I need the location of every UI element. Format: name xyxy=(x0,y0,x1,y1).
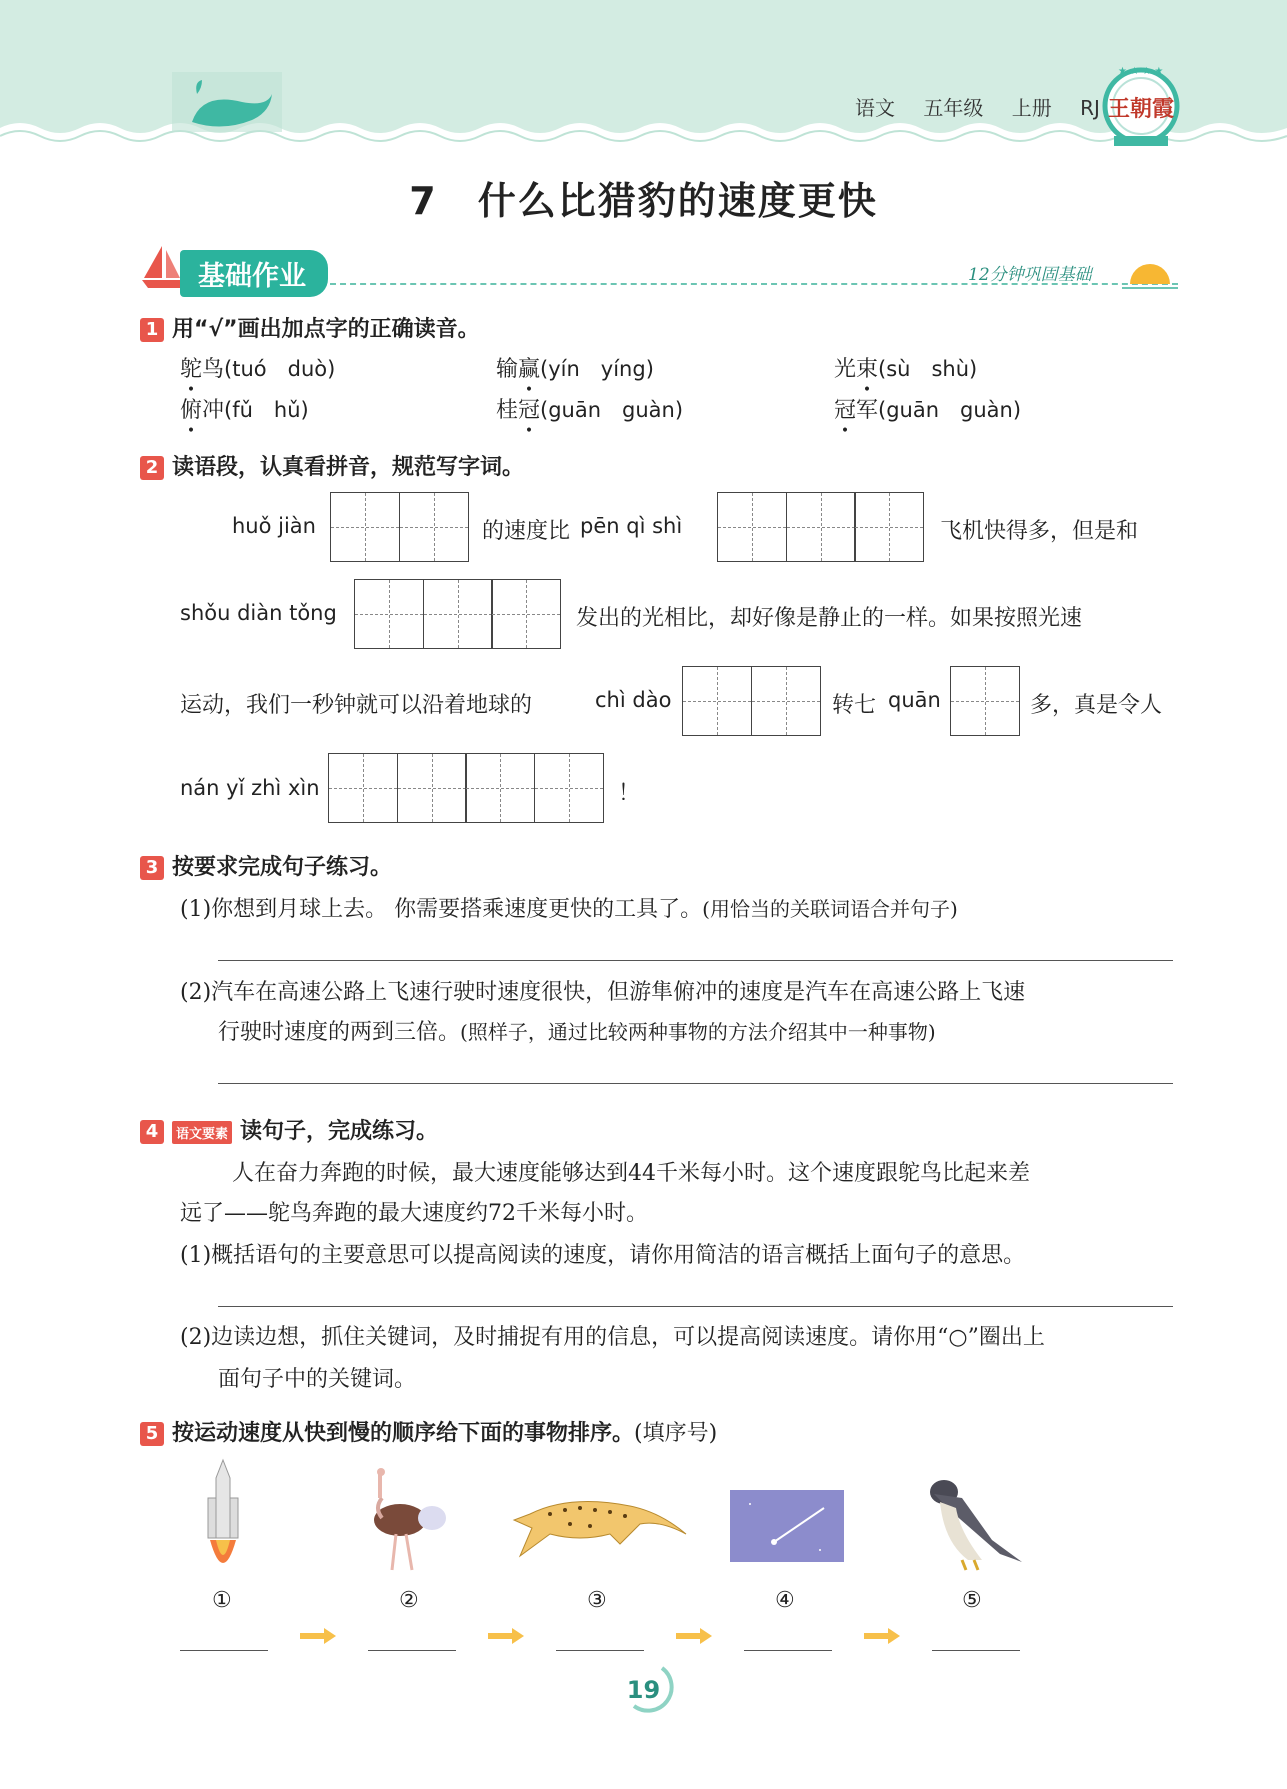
grid-cell[interactable] xyxy=(751,666,821,736)
q1-item-3: 光束(sù shù) xyxy=(834,357,978,382)
page-number: 19 xyxy=(626,1676,661,1704)
grid-nanyizhixin[interactable] xyxy=(328,753,602,823)
page-title: 7 什么比猎豹的速度更快 xyxy=(409,179,878,223)
seq-label-2: ② xyxy=(399,1588,419,1613)
q1-item-4: 俯冲(fǔ hǔ) xyxy=(180,398,309,423)
grid-cell[interactable] xyxy=(717,492,787,562)
grid-chidao[interactable] xyxy=(682,666,819,736)
pinyin-penqishi: pēn qì shì xyxy=(580,514,683,538)
grid-cell[interactable] xyxy=(330,492,400,562)
falcon-icon xyxy=(922,1472,1026,1572)
whale-icon xyxy=(172,72,282,132)
q1-item-5: 桂冠(guān guàn) xyxy=(496,398,684,423)
answer-blank[interactable] xyxy=(556,1650,644,1651)
subject: 语文 xyxy=(855,96,895,120)
arrow-right-icon xyxy=(862,1626,902,1646)
seq-label-1: ① xyxy=(212,1588,232,1613)
volume: 上册 xyxy=(1011,96,1052,120)
grade: 五年级 xyxy=(923,96,984,120)
text-segment: 的速度比 xyxy=(482,519,571,544)
text-segment: 运动，我们一秒钟就可以沿着地球的 xyxy=(180,693,533,718)
grid-cell[interactable] xyxy=(399,492,469,562)
q4-sub-2a: (2)边读边想，抓住关键词，及时捕捉有用的信息，可以提高阅读速度。请你用“○”圈出上 xyxy=(180,1325,1045,1350)
grid-cell[interactable] xyxy=(465,753,535,823)
sunrise-icon xyxy=(1122,258,1178,294)
q5-title: 5 按运动速度从快到慢的顺序给下面的事物排序。(填序号) xyxy=(140,1416,717,1447)
arrow-right-icon xyxy=(298,1626,338,1646)
answer-blank[interactable] xyxy=(932,1650,1020,1651)
q1-item-2: 输赢(yín yíng) xyxy=(496,357,654,382)
arrow-right-icon xyxy=(486,1626,526,1646)
grid-cell[interactable] xyxy=(397,753,467,823)
edition: RJ xyxy=(1080,96,1100,120)
cheetah-icon xyxy=(510,1484,690,1558)
q4-tag: 语文要素 xyxy=(172,1121,232,1144)
q3-sub-2b: 行驶时速度的两到三倍。(照样子，通过比较两种事物的方法介绍其中一种事物) xyxy=(218,1020,936,1045)
q2-number: 2 xyxy=(140,456,164,480)
q1-options-2[interactable]: (yín yíng) xyxy=(540,357,654,381)
text-segment: 转七 xyxy=(832,693,877,718)
answer-blank[interactable] xyxy=(368,1650,456,1651)
book-meta xyxy=(855,92,1122,121)
grid-cell[interactable] xyxy=(423,579,493,649)
q1-options-5[interactable]: (guān guàn) xyxy=(540,398,684,422)
pinyin-shoudiantong: shǒu diàn tǒng xyxy=(180,601,337,625)
text-segment: 发出的光相比，却好像是静止的一样。如果按照光速 xyxy=(576,606,1083,631)
text-segment: ！ xyxy=(618,781,641,806)
grid-cell[interactable] xyxy=(491,579,561,649)
grid-penqishi[interactable] xyxy=(717,492,923,562)
section-tag: 基础作业 xyxy=(180,250,328,297)
answer-blank[interactable] xyxy=(180,1650,268,1651)
grid-cell[interactable] xyxy=(328,753,398,823)
q1-number: 1 xyxy=(140,318,164,342)
answer-line[interactable] xyxy=(218,1083,1173,1084)
q4-sub-1: (1)概括语句的主要意思可以提高阅读的速度，请你用简洁的语言概括上面句子的意思。 xyxy=(180,1243,1026,1268)
grid-cell[interactable] xyxy=(786,492,856,562)
grid-huojian[interactable] xyxy=(330,492,467,562)
q1-options-3[interactable]: (sù shù) xyxy=(878,357,978,381)
pinyin-chidao: chì dào xyxy=(595,688,672,712)
badge-text: 王朝霞 xyxy=(1107,96,1174,122)
meteor-icon xyxy=(730,1490,844,1562)
grid-cell[interactable] xyxy=(354,579,424,649)
grid-cell[interactable] xyxy=(534,753,604,823)
grid-shoudiantong[interactable] xyxy=(354,579,560,649)
pinyin-quan: quān xyxy=(888,688,941,712)
seq-label-5: ⑤ xyxy=(962,1588,982,1613)
answer-blank[interactable] xyxy=(744,1650,832,1651)
seq-label-3: ③ xyxy=(587,1588,607,1613)
q4-passage-a: 人在奋力奔跑的时候，最大速度能够达到44千米每小时。这个速度跟鸵鸟比起来差 xyxy=(232,1161,1030,1186)
q1-options-4[interactable]: (fǔ hǔ) xyxy=(224,398,309,422)
q4-number: 4 xyxy=(140,1120,164,1144)
grid-cell[interactable] xyxy=(682,666,752,736)
text-segment: 多，真是令人 xyxy=(1030,693,1163,718)
q3-sub-2a: (2)汽车在高速公路上飞速行驶时速度很快，但游隼俯冲的速度是汽车在高速公路上飞速 xyxy=(180,980,1026,1005)
q2-title: 2 读语段，认真看拼音，规范写字词。 xyxy=(140,450,524,481)
q1-options-1[interactable]: (tuó duò) xyxy=(224,357,336,381)
seq-label-4: ④ xyxy=(775,1588,795,1613)
q4-passage-b: 远了——鸵鸟奔跑的最大速度约72千米每小时。 xyxy=(180,1201,648,1226)
q4-sub-2b: 面句子中的关键词。 xyxy=(218,1367,417,1392)
q1-options-6[interactable]: (guān guàn) xyxy=(878,398,1022,422)
q3-number: 3 xyxy=(140,856,164,880)
text-segment: 飞机快得多，但是和 xyxy=(940,519,1139,544)
q5-number: 5 xyxy=(140,1422,164,1446)
q1-title: 1 用“√”画出加点字的正确读音。 xyxy=(140,312,480,343)
q1-item-1: 鸵鸟(tuó duò) xyxy=(180,357,336,382)
section-note: 12分钟巩固基础 xyxy=(968,265,1092,285)
q3-sub-1: (1)你想到月球上去。 你需要搭乘速度更快的工具了。(用恰当的关联词语合并句子) xyxy=(180,897,958,922)
q3-title: 3 按要求完成句子练习。 xyxy=(140,850,392,881)
pinyin-nanyizhixin: nán yǐ zhì xìn xyxy=(180,776,320,800)
answer-line[interactable] xyxy=(218,960,1173,961)
grid-cell[interactable] xyxy=(950,666,1020,736)
rocket-icon xyxy=(200,1458,246,1586)
ostrich-icon xyxy=(370,1468,454,1574)
arrow-right-icon xyxy=(674,1626,714,1646)
grid-quan[interactable] xyxy=(950,666,1019,736)
grid-cell[interactable] xyxy=(854,492,924,562)
q1-item-6: 冠军(guān guàn) xyxy=(834,398,1022,423)
svg-text:★ ★ ★ ★: ★ ★ ★ ★ xyxy=(1118,66,1164,77)
pinyin-huojian: huǒ jiàn xyxy=(232,514,316,538)
q4-title: 4 语文要素 读句子，完成练习。 xyxy=(140,1114,438,1145)
answer-line[interactable] xyxy=(218,1306,1173,1307)
